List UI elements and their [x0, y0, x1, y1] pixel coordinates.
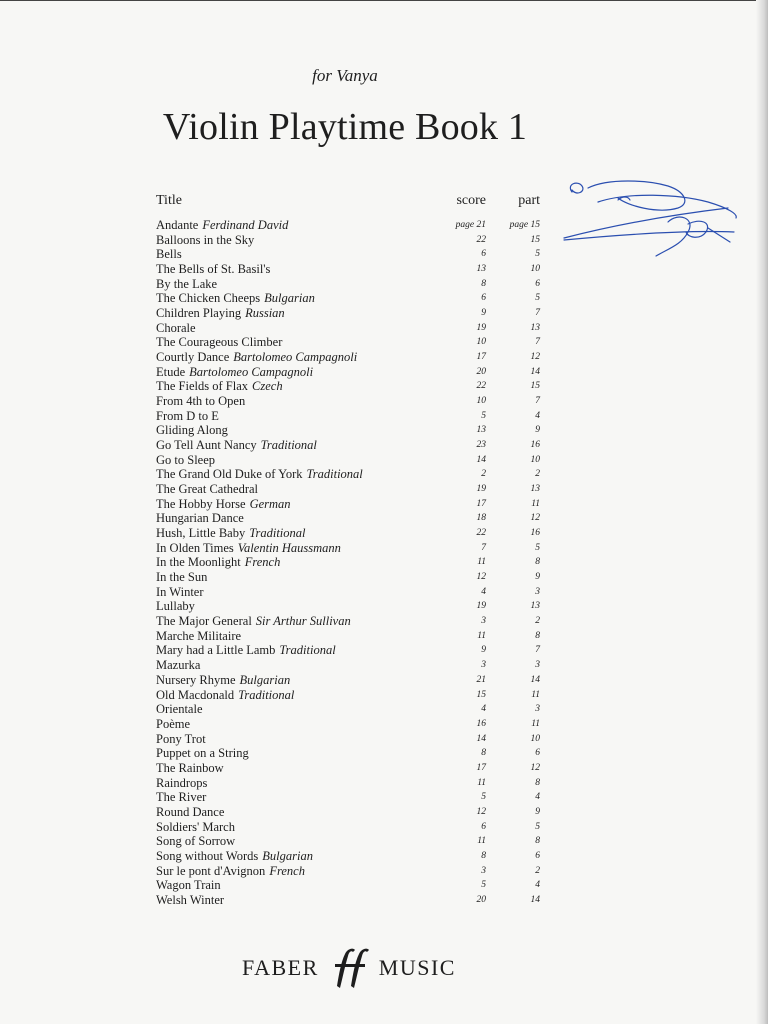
piece-credit: French — [269, 863, 305, 878]
piece-entry — [156, 555, 280, 570]
piece-entry — [156, 585, 204, 600]
piece-credit: German — [249, 496, 291, 511]
piece-title: Hungarian Dance — [156, 511, 244, 526]
piece-title: Lullaby — [156, 599, 195, 614]
piece-title: The Chicken Cheeps — [156, 291, 261, 306]
piece-entry — [156, 834, 235, 849]
score-page: 8 — [481, 850, 486, 861]
piece-entry — [156, 321, 196, 336]
piece-entry — [156, 658, 200, 673]
toc-row — [156, 849, 546, 864]
piece-title: Welsh Winter — [156, 892, 225, 907]
score-page: 20 — [476, 366, 486, 377]
part-page: page 15 — [509, 220, 540, 230]
score-page: 20 — [476, 894, 486, 905]
piece-entry — [156, 335, 282, 350]
piece-entry — [156, 878, 221, 893]
piece-credit: Bulgarian — [262, 848, 313, 863]
part-page: 13 — [530, 322, 540, 333]
part-page: 4 — [535, 410, 540, 421]
piece-credit: Russian — [245, 306, 285, 321]
part-page: 6 — [535, 748, 540, 759]
toc-row — [156, 732, 546, 747]
piece-entry — [156, 233, 254, 248]
toc-row — [156, 409, 546, 424]
ff-logo-icon — [323, 946, 375, 990]
piece-title: From 4th to Open — [156, 394, 246, 409]
piece-credit: Czech — [252, 379, 283, 394]
piece-title: Andante — [156, 218, 199, 232]
score-page: page 21 — [455, 220, 486, 230]
toc-row — [156, 365, 546, 380]
scan-edge-right — [756, 0, 768, 1024]
part-page: 6 — [535, 850, 540, 861]
part-page: 5 — [535, 249, 540, 260]
piece-entry — [156, 438, 317, 453]
piece-entry — [156, 893, 224, 908]
score-page: 4 — [481, 586, 486, 597]
scan-edge-top — [0, 0, 768, 1]
part-page: 3 — [535, 586, 540, 597]
piece-title: Pony Trot — [156, 731, 206, 746]
piece-entry — [156, 776, 207, 791]
piece-credit: Ferdinand David — [202, 218, 289, 232]
toc-row — [156, 291, 546, 306]
piece-entry — [156, 467, 363, 482]
toc-row — [156, 335, 546, 350]
score-page: 11 — [477, 630, 486, 641]
score-page: 3 — [481, 616, 486, 627]
score-page: 2 — [481, 469, 486, 480]
score-page: 22 — [476, 381, 486, 392]
toc-row — [156, 247, 546, 262]
piece-entry — [156, 541, 341, 556]
piece-title: Song of Sorrow — [156, 834, 236, 849]
piece-credit: Valentin Haussmann — [237, 540, 341, 555]
part-page: 9 — [535, 425, 540, 436]
score-page: 22 — [476, 528, 486, 539]
score-page: 10 — [476, 337, 486, 348]
score-page: 19 — [476, 484, 486, 495]
toc-row — [156, 394, 546, 409]
piece-entry — [156, 291, 315, 306]
toc-row — [156, 453, 546, 468]
part-page: 5 — [535, 293, 540, 304]
score-page: 3 — [481, 660, 486, 671]
score-page: 14 — [476, 454, 486, 465]
toc-row — [156, 629, 546, 644]
part-page: 12 — [530, 513, 540, 524]
toc-row — [156, 306, 546, 321]
piece-title: Mary had a Little Lamb — [156, 643, 276, 658]
toc-row — [156, 702, 546, 717]
piece-title: Song without Words — [156, 848, 259, 863]
piece-title: Bells — [156, 247, 182, 262]
part-page: 8 — [535, 557, 540, 568]
piece-entry — [156, 482, 258, 497]
part-page: 2 — [535, 469, 540, 480]
piece-credit: Traditional — [279, 643, 336, 658]
piece-credit: Sir Arthur Sullivan — [255, 614, 351, 629]
toc-row — [156, 497, 546, 512]
publisher-name-left: FABER — [242, 955, 319, 980]
column-header-score: score — [456, 193, 486, 208]
score-page: 14 — [476, 733, 486, 744]
part-page: 15 — [530, 381, 540, 392]
part-page: 11 — [531, 689, 540, 700]
score-page: 17 — [476, 762, 486, 773]
piece-title: Old Macdonald — [156, 687, 235, 702]
piece-entry — [156, 379, 283, 394]
toc-row — [156, 526, 546, 541]
part-page: 14 — [530, 674, 540, 685]
publisher-logo — [242, 946, 456, 990]
part-page: 5 — [535, 821, 540, 832]
column-header-title: Title — [156, 193, 182, 208]
piece-title: Nursery Rhyme — [156, 672, 236, 687]
piece-entry — [156, 277, 217, 292]
score-page: 3 — [481, 865, 486, 876]
piece-credit: Bulgarian — [264, 291, 315, 306]
piece-title: Go to Sleep — [156, 452, 216, 467]
score-page: 6 — [481, 293, 486, 304]
toc-row — [156, 570, 546, 585]
part-page: 3 — [535, 704, 540, 715]
piece-entry — [156, 629, 241, 644]
piece-entry — [156, 511, 244, 526]
score-page: 23 — [476, 440, 486, 451]
piece-entry — [156, 365, 313, 380]
toc-row — [156, 467, 546, 482]
column-header-part: part — [518, 193, 540, 208]
piece-entry — [156, 409, 219, 424]
toc-row — [156, 262, 546, 277]
piece-credit: Bartolomeo Campagnoli — [189, 364, 314, 379]
handwritten-signature — [558, 172, 748, 264]
part-page: 3 — [535, 660, 540, 671]
part-page: 12 — [530, 762, 540, 773]
piece-entry — [156, 497, 291, 512]
piece-entry — [156, 262, 270, 277]
page-title: Violin Playtime Book 1 — [162, 106, 528, 148]
score-page: 6 — [481, 249, 486, 260]
piece-entry — [156, 218, 288, 233]
toc-row — [156, 805, 546, 820]
part-page: 14 — [530, 894, 540, 905]
toc-row — [156, 614, 546, 629]
piece-title: Hush, Little Baby — [156, 526, 246, 541]
toc-row — [156, 218, 546, 233]
score-page: 5 — [481, 880, 486, 891]
toc-row — [156, 321, 546, 336]
score-page: 12 — [476, 572, 486, 583]
toc-row — [156, 599, 546, 614]
toc-row — [156, 233, 546, 248]
piece-credit: Traditional — [260, 438, 317, 453]
part-page: 14 — [530, 366, 540, 377]
piece-title: In Olden Times — [156, 540, 234, 555]
piece-title: Gliding Along — [156, 423, 228, 438]
part-page: 2 — [535, 616, 540, 627]
part-page: 11 — [531, 498, 540, 509]
table-of-contents — [156, 218, 546, 908]
piece-title: The Rainbow — [156, 760, 224, 775]
part-page: 7 — [535, 396, 540, 407]
score-page: 7 — [481, 542, 486, 553]
piece-title: Poème — [156, 716, 191, 731]
piece-title: The River — [156, 790, 207, 805]
piece-entry — [156, 306, 285, 321]
part-page: 8 — [535, 630, 540, 641]
score-page: 19 — [476, 601, 486, 612]
score-page: 9 — [481, 308, 486, 319]
score-page: 9 — [481, 645, 486, 656]
part-page: 4 — [535, 792, 540, 803]
toc-row — [156, 790, 546, 805]
piece-title: Etude — [156, 364, 186, 379]
dedication: for Vanya — [312, 66, 378, 85]
piece-entry — [156, 673, 290, 688]
toc-row — [156, 555, 546, 570]
toc-row — [156, 864, 546, 879]
piece-title: From D to E — [156, 408, 219, 423]
score-page: 17 — [476, 498, 486, 509]
piece-entry — [156, 864, 305, 879]
piece-entry — [156, 688, 294, 703]
part-page: 15 — [530, 234, 540, 245]
part-page: 4 — [535, 880, 540, 891]
piece-title: In the Moonlight — [156, 555, 241, 570]
piece-entry — [156, 643, 336, 658]
piece-entry — [156, 614, 351, 629]
toc-row — [156, 717, 546, 732]
piece-title: The Great Cathedral — [156, 482, 259, 497]
toc-row — [156, 658, 546, 673]
part-page: 7 — [535, 645, 540, 656]
part-page: 12 — [530, 352, 540, 363]
piece-title: Raindrops — [156, 775, 208, 790]
part-page: 10 — [530, 264, 540, 275]
piece-credit: Traditional — [238, 687, 295, 702]
score-page: 13 — [476, 425, 486, 436]
score-page: 4 — [481, 704, 486, 715]
piece-entry — [156, 526, 306, 541]
toc-row — [156, 893, 546, 908]
piece-entry — [156, 790, 206, 805]
toc-row — [156, 423, 546, 438]
score-page: 11 — [477, 557, 486, 568]
piece-title: The Bells of St. Basil's — [156, 262, 271, 277]
piece-title: Sur le pont d'Avignon — [156, 863, 266, 878]
score-page: 15 — [476, 689, 486, 700]
part-page: 13 — [530, 601, 540, 612]
piece-entry — [156, 805, 224, 820]
piece-title: Round Dance — [156, 804, 225, 819]
part-page: 8 — [535, 836, 540, 847]
piece-entry — [156, 599, 195, 614]
piece-credit: Traditional — [306, 467, 363, 482]
score-page: 19 — [476, 322, 486, 333]
part-page: 9 — [535, 806, 540, 817]
publisher-name-right: MUSIC — [378, 955, 456, 980]
piece-entry — [156, 820, 235, 835]
piece-credit: French — [244, 555, 281, 570]
piece-credit: Traditional — [249, 526, 306, 541]
part-page: 16 — [530, 528, 540, 539]
toc-row — [156, 673, 546, 688]
score-page: 5 — [481, 792, 486, 803]
toc-row — [156, 379, 546, 394]
piece-title: Orientale — [156, 702, 203, 717]
toc-row — [156, 878, 546, 893]
piece-credit: Bartolomeo Campagnoli — [233, 350, 358, 365]
score-page: 12 — [476, 806, 486, 817]
score-page: 5 — [481, 410, 486, 421]
piece-title: Children Playing — [156, 306, 242, 321]
toc-row — [156, 585, 546, 600]
part-page: 2 — [535, 865, 540, 876]
piece-title: Puppet on a String — [156, 746, 249, 761]
toc-row — [156, 482, 546, 497]
part-page: 13 — [530, 484, 540, 495]
score-page: 8 — [481, 748, 486, 759]
piece-title: Go Tell Aunt Nancy — [156, 438, 257, 453]
piece-title: Marche Militaire — [156, 628, 242, 643]
part-page: 6 — [535, 278, 540, 289]
toc-row — [156, 820, 546, 835]
score-page: 22 — [476, 234, 486, 245]
piece-credit: Bulgarian — [239, 672, 291, 687]
score-page: 18 — [476, 513, 486, 524]
piece-entry — [156, 849, 313, 864]
part-page: 7 — [535, 308, 540, 319]
toc-row — [156, 350, 546, 365]
toc-row — [156, 643, 546, 658]
piece-entry — [156, 732, 206, 747]
piece-title: By the Lake — [156, 276, 218, 291]
piece-title: Soldiers' March — [156, 819, 235, 834]
score-page: 11 — [477, 836, 486, 847]
piece-title: Mazurka — [156, 658, 201, 673]
piece-entry — [156, 394, 245, 409]
piece-entry — [156, 570, 207, 585]
toc-row — [156, 438, 546, 453]
piece-title: Courtly Dance — [156, 350, 230, 365]
part-page: 11 — [531, 718, 540, 729]
piece-entry — [156, 247, 182, 262]
toc-row — [156, 761, 546, 776]
piece-entry — [156, 350, 357, 365]
part-page: 9 — [535, 572, 540, 583]
score-page: 16 — [476, 718, 486, 729]
part-page: 16 — [530, 440, 540, 451]
score-page: 13 — [476, 264, 486, 275]
piece-title: Balloons in the Sky — [156, 232, 255, 247]
piece-title: The Courageous Climber — [156, 335, 283, 350]
score-page: 8 — [481, 278, 486, 289]
part-page: 5 — [535, 542, 540, 553]
piece-title: The Grand Old Duke of York — [156, 467, 303, 482]
toc-row — [156, 746, 546, 761]
piece-title: In the Sun — [156, 570, 208, 585]
part-page: 7 — [535, 337, 540, 348]
toc-row — [156, 834, 546, 849]
toc-row — [156, 541, 546, 556]
score-page: 10 — [476, 396, 486, 407]
score-page: 6 — [481, 821, 486, 832]
part-page: 8 — [535, 777, 540, 788]
piece-entry — [156, 761, 224, 776]
piece-entry — [156, 717, 190, 732]
part-page: 10 — [530, 733, 540, 744]
piece-title: The Fields of Flax — [156, 379, 249, 394]
piece-title: Wagon Train — [156, 878, 221, 893]
toc-row — [156, 511, 546, 526]
piece-title: In Winter — [156, 584, 204, 599]
toc-row — [156, 688, 546, 703]
part-page: 10 — [530, 454, 540, 465]
piece-entry — [156, 746, 249, 761]
piece-title: The Hobby Horse — [156, 496, 246, 511]
piece-entry — [156, 423, 228, 438]
piece-entry — [156, 702, 203, 717]
toc-row — [156, 277, 546, 292]
piece-title: The Major General — [156, 614, 252, 629]
toc-row — [156, 776, 546, 791]
score-page: 11 — [477, 777, 486, 788]
piece-title: Chorale — [156, 320, 196, 335]
piece-entry — [156, 453, 215, 468]
score-page: 17 — [476, 352, 486, 363]
score-page: 21 — [476, 674, 486, 685]
